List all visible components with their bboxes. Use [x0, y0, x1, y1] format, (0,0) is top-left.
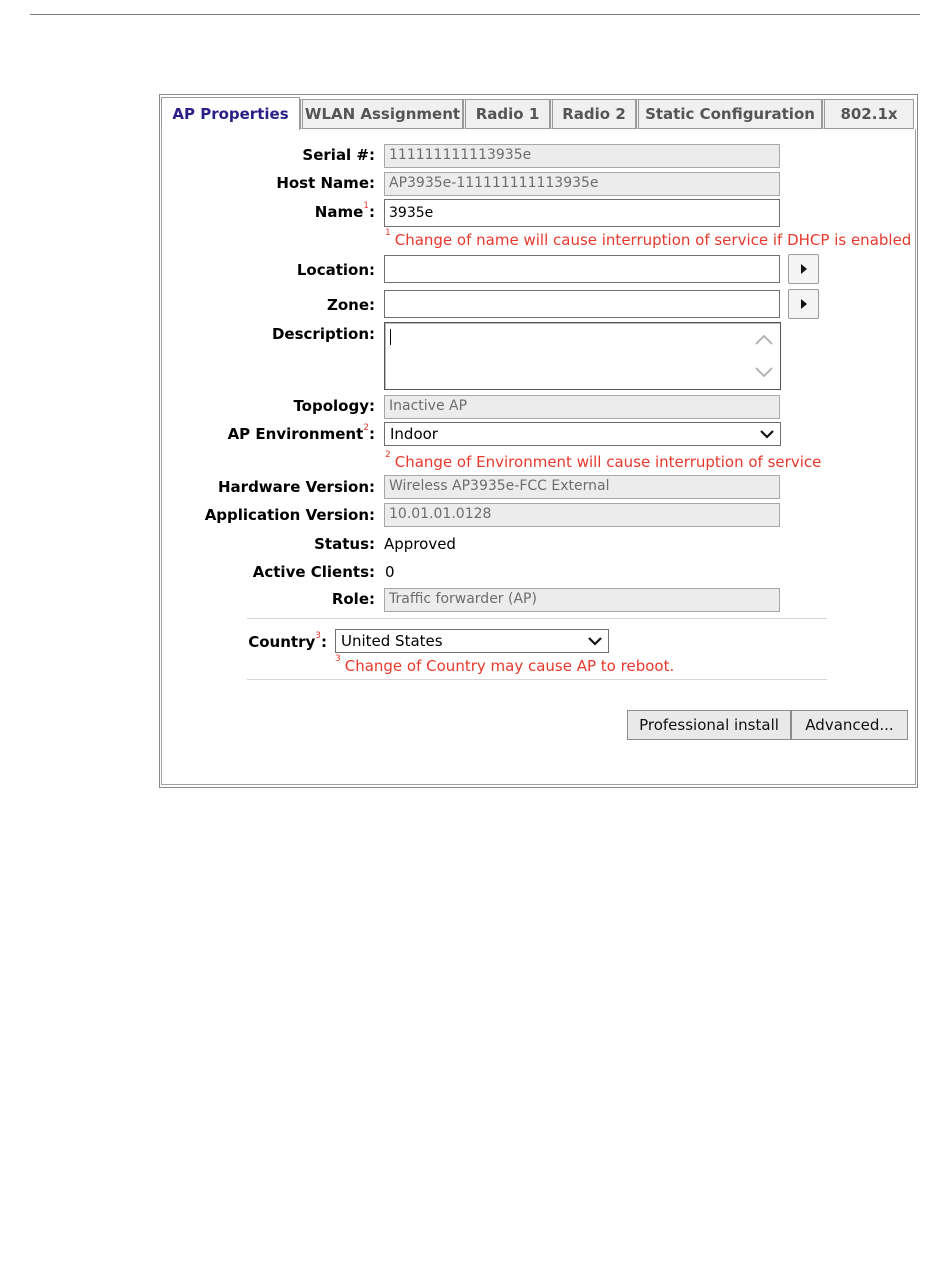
serial-label: Serial #: — [302, 146, 375, 164]
tab-wlan-assignment[interactable]: WLAN Assignment — [300, 99, 463, 129]
location-picker-button[interactable] — [788, 254, 819, 284]
chevron-down-icon — [587, 634, 603, 648]
country-warning — [335, 654, 675, 675]
advanced-button[interactable]: Advanced... — [791, 710, 908, 740]
ap-environment-label — [228, 425, 375, 443]
hardware-version-field: Wireless AP3935e-FCC External — [384, 475, 780, 499]
active-clients-label: Active Clients: — [252, 563, 375, 581]
country-value: United States — [341, 632, 443, 650]
tab-ap-properties[interactable]: AP Properties — [161, 97, 300, 130]
description-textarea[interactable] — [384, 322, 781, 390]
play-arrow-icon — [800, 264, 808, 274]
country-select[interactable] — [335, 629, 609, 653]
name-input[interactable]: 3935e — [384, 199, 780, 227]
role-label: Role: — [331, 590, 375, 608]
tab-802-1x[interactable]: 802.1x — [822, 99, 914, 129]
tab-static-configuration[interactable]: Static Configuration — [636, 99, 822, 129]
country-warning-text: Change of Country may cause AP to reboot. — [344, 657, 675, 675]
country-section-bottom-divider — [247, 679, 827, 680]
host-name-field: AP3935e-111111111113935e — [384, 172, 780, 196]
chevron-down-icon — [759, 427, 775, 441]
name-warning — [385, 228, 912, 249]
country-label — [248, 633, 327, 651]
description-label: Description: — [271, 325, 375, 343]
topology-field: Inactive AP — [384, 395, 780, 419]
country-warning-number: 3 — [335, 654, 341, 664]
ap-environment-value: Indoor — [390, 425, 438, 443]
country-label-text: Country — [248, 633, 316, 651]
play-arrow-icon — [800, 299, 808, 309]
location-input[interactable] — [384, 255, 780, 283]
zone-picker-button[interactable] — [788, 289, 819, 319]
chevron-down-icon[interactable] — [754, 366, 774, 378]
tab-radio-1[interactable]: Radio 1 — [463, 99, 550, 129]
ap-environment-warning-text: Change of Environment will cause interruption of service — [394, 453, 822, 471]
country-footnote-marker: 3 — [315, 631, 321, 641]
name-label — [315, 203, 375, 221]
name-warning-text: Change of name will cause interruption of service if DHCP is enabled — [394, 231, 912, 249]
ap-environment-label-text: AP Environment — [227, 425, 364, 443]
serial-field: 111111111113935e — [384, 144, 780, 168]
zone-input[interactable] — [384, 290, 780, 318]
location-label: Location: — [296, 261, 375, 279]
tab-radio-2[interactable]: Radio 2 — [550, 99, 636, 129]
zone-label: Zone: — [326, 296, 375, 314]
text-caret — [390, 329, 391, 345]
name-label-colon: : — [369, 203, 375, 221]
active-clients-value: 0 — [385, 563, 395, 581]
ap-environment-warning — [385, 450, 822, 471]
tab-bar — [161, 97, 916, 130]
host-name-label: Host Name: — [276, 174, 375, 192]
application-version-field: 10.01.01.0128 — [384, 503, 780, 527]
name-label-text: Name — [314, 203, 364, 221]
application-version-label: Application Version: — [204, 506, 375, 524]
ap-environment-select[interactable] — [384, 422, 781, 446]
professional-install-button[interactable]: Professional install — [627, 710, 791, 740]
status-value: Approved — [384, 535, 456, 553]
page-top-rule — [30, 14, 920, 15]
chevron-up-icon[interactable] — [754, 334, 774, 346]
name-warning-number: 1 — [385, 228, 391, 238]
ap-environment-label-colon: : — [369, 425, 375, 443]
country-section-top-divider — [247, 618, 827, 619]
name-footnote-marker: 1 — [363, 201, 369, 211]
role-field: Traffic forwarder (AP) — [384, 588, 780, 612]
status-label: Status: — [314, 535, 375, 553]
hardware-version-label: Hardware Version: — [218, 478, 375, 496]
country-label-colon: : — [321, 633, 327, 651]
topology-label: Topology: — [293, 397, 375, 415]
ap-environment-footnote-marker: 2 — [363, 423, 369, 433]
ap-environment-warning-number: 2 — [385, 450, 391, 460]
